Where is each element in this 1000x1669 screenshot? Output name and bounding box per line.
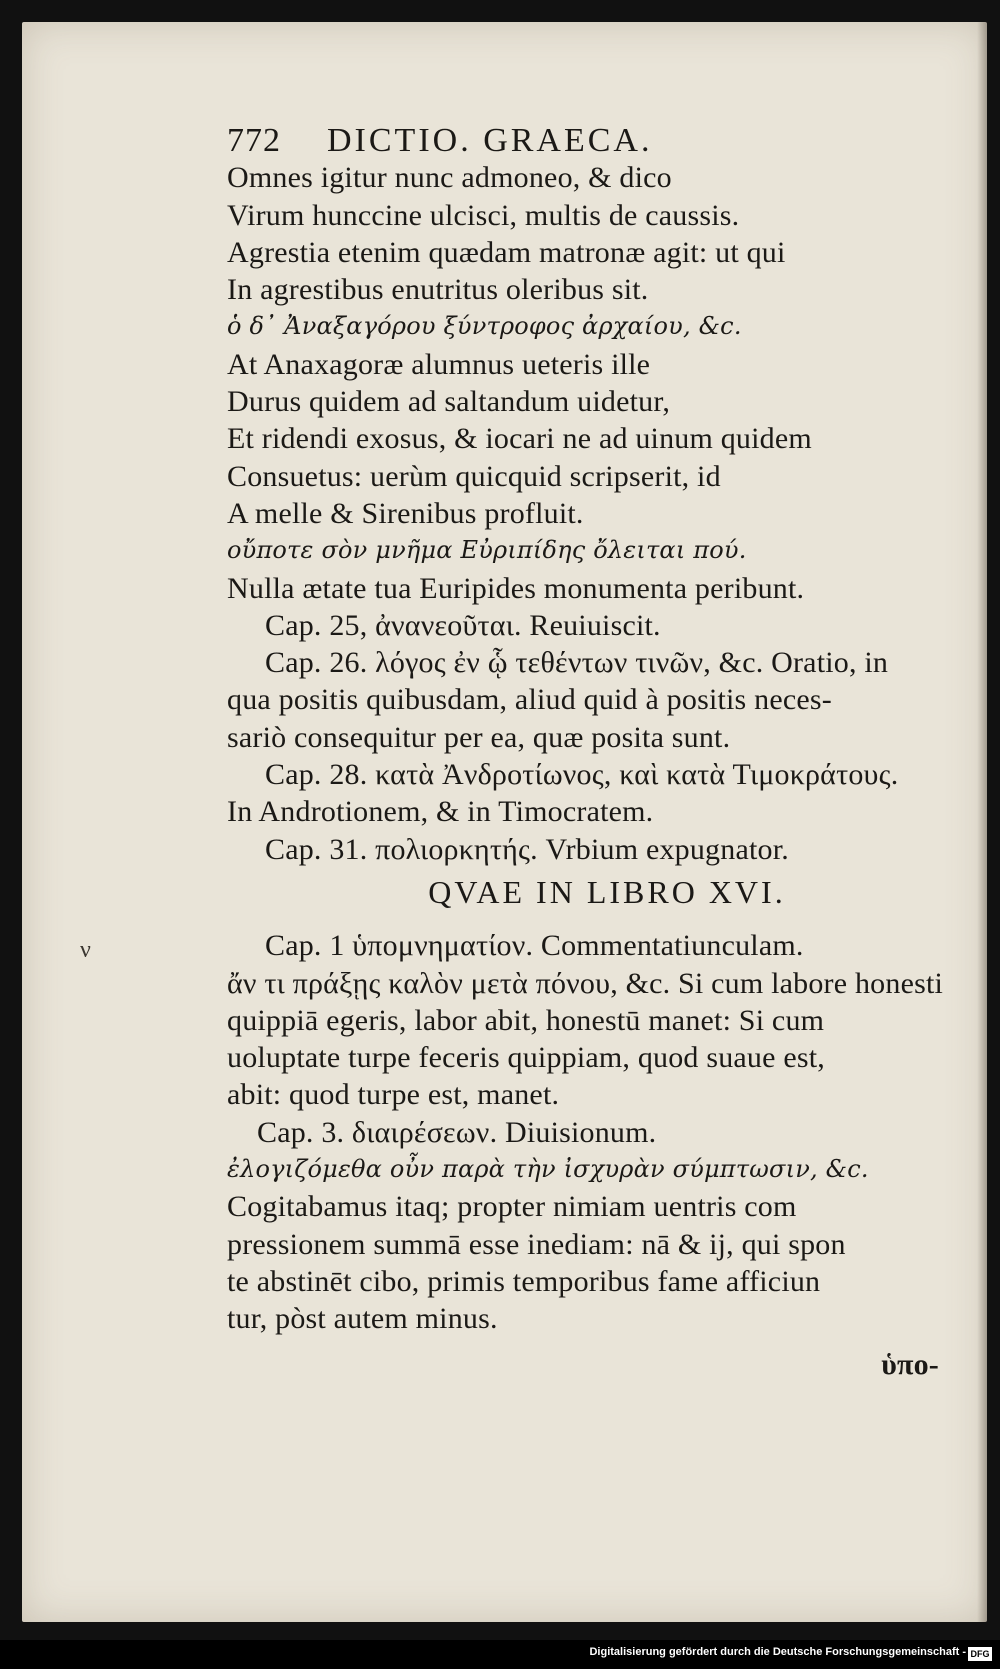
chapter-line: Cap. 31. πολιορκητής. Vrbium expugnator. (265, 832, 789, 866)
running-title: DICTIO. GRAECA. (327, 122, 653, 159)
greek-line: ὁ δ᾽ Ἀναξαγόρου ξύντροφος ἀρχαίου, &c. (227, 312, 742, 341)
text-line: sariò consequitur per ea, quæ posita sunt. (227, 720, 731, 754)
footer-credit: Digitalisierung gefördert durch die Deutsche Forschungsgemeinschaft - (589, 1646, 966, 1658)
chapter-line: Cap. 25, ἀνανεοῦται. Reuiuiscit. (265, 608, 661, 642)
greek-line: ἐλογιζόμεθα οὖν παρὰ τὴν ἰσχυρὰν σύμπτωσιν, &c. (227, 1155, 869, 1184)
text-line: Et ridendi exosus, & iocari ne ad uinum quidem (227, 422, 812, 456)
chapter-line: Cap. 3. διαιρέσεων. Diuisionum. (257, 1115, 657, 1149)
text-line: In Androtionem, & in Timocratem. (227, 795, 654, 829)
greek-line: οὔποτε σὸν μνῆμα Εὐριπίδης ὄλειται πού. (227, 536, 747, 565)
page-edge-shadow (977, 22, 987, 1622)
margin-mark: ν (80, 937, 91, 963)
text-line: pressionem summā esse inediam: nā & ij, qui spon (227, 1227, 846, 1261)
text-line: quippiā egeris, labor abit, honestū manet: Si cum (227, 1003, 825, 1037)
dfg-logo: DFG (968, 1647, 992, 1661)
text-block (227, 122, 947, 1383)
running-head (227, 122, 947, 159)
text-line: uoluptate turpe feceris quippiam, quod suaue est, (227, 1041, 825, 1075)
text-line: Virum hunccine ulcisci, multis de caussis. (227, 198, 740, 232)
text-line: Durus quidem ad saltandum uidetur, (227, 385, 671, 419)
text-line: A melle & Sirenibus profluit. (227, 496, 584, 530)
book-page (22, 22, 987, 1622)
text-line: Omnes igitur nunc admoneo, & dico (227, 161, 672, 195)
chapter-line: Cap. 28. κατὰ Ἀνδροτίωνος, καὶ κατὰ Τιμοκράτους. (265, 758, 899, 792)
chapter-line: Cap. 1 ὑπομνηματίον. Commentatiunculam. (265, 929, 804, 963)
catchword: ὑπο- (881, 1347, 939, 1381)
page-number: 772 (227, 122, 281, 159)
section-title: QVAE IN LIBRO XVI. (428, 873, 786, 910)
text-line: Nulla ætate tua Euripides monumenta peribunt. (227, 571, 805, 605)
text-line: At Anaxagoræ alumnus ueteris ille (227, 347, 651, 381)
text-line: Consuetus: uerùm quicquid scripserit, id (227, 459, 721, 493)
text-line: te abstinēt cibo, primis temporibus fame afficiun (227, 1264, 821, 1298)
text-line: tur, pòst autem minus. (227, 1302, 498, 1336)
text-line: In agrestibus enutritus oleribus sit. (227, 273, 649, 307)
text-line: Agrestia etenim quædam matronæ agit: ut qui (227, 235, 786, 269)
text-line: ἄν τι πράξῃς καλὸν μετὰ πόνου, &c. Si cum labore honesti (227, 966, 944, 1000)
chapter-line: Cap. 26. λόγος ἐν ᾧ τεθέντων τινῶν, &c. Oratio, in (265, 646, 889, 680)
text-line: Cogitabamus itaq; propter nimiam uentris com (227, 1190, 797, 1224)
text-line: abit: quod turpe est, manet. (227, 1078, 560, 1112)
footer-bar (0, 1640, 1000, 1669)
text-line: qua positis quibusdam, aliud quid à positis neces- (227, 683, 832, 717)
